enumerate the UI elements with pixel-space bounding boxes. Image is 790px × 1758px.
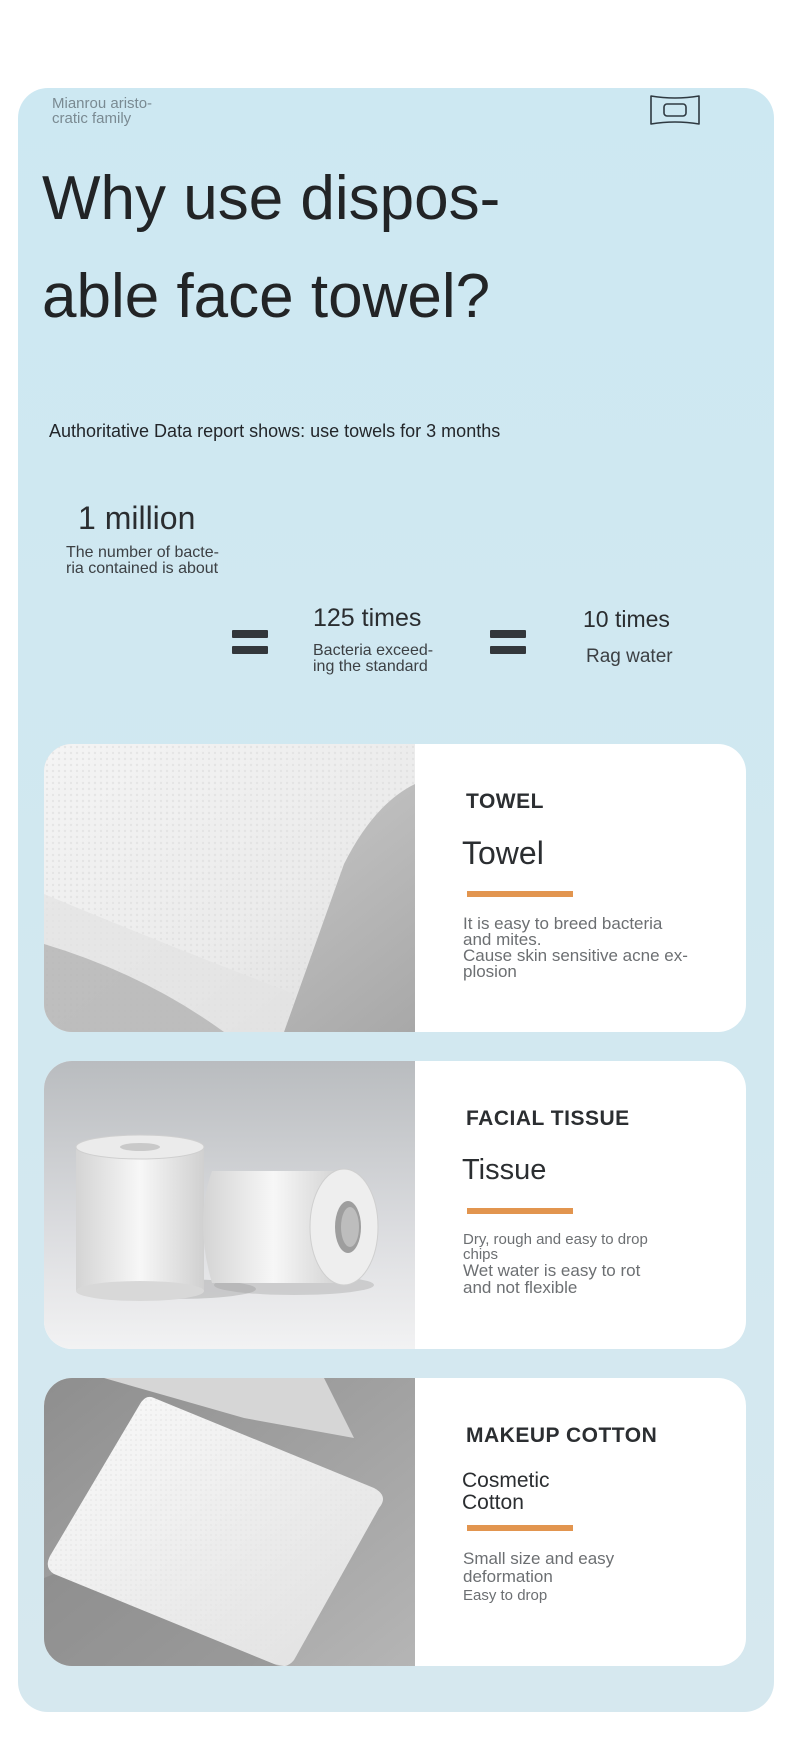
desc-line: Wet water is easy to rot — [463, 1261, 641, 1280]
stat-value: 125 times — [313, 604, 422, 632]
tissue-roll-photo — [44, 1061, 415, 1349]
towel-photo — [44, 744, 415, 1032]
headline-line-1: Why use dispos- — [42, 164, 501, 233]
stat-bacteria-count — [66, 500, 219, 577]
accent-bar — [467, 1208, 573, 1214]
brand-line-1: Mianrou aristo- — [52, 95, 153, 112]
comparison-card-tissue — [44, 1061, 746, 1349]
desc-line: deformation — [463, 1567, 553, 1586]
stat-caption-line-1: Rag water — [586, 646, 673, 667]
page-headline — [42, 150, 682, 346]
desc-line: chips — [463, 1246, 499, 1263]
desc-line: Easy to drop — [463, 1587, 548, 1604]
stat-caption-line-1: The number of bacte- — [66, 544, 219, 561]
desc-line: It is easy to breed bacteria — [463, 914, 663, 933]
comparison-card-makeup-cotton — [44, 1378, 746, 1666]
headline-line-2: able face towel? — [42, 262, 491, 331]
desc-line: Dry, rough and easy to drop — [463, 1231, 648, 1248]
stat-bacteria-exceeding — [313, 604, 433, 675]
card-category: FACIAL TISSUE — [466, 1107, 630, 1130]
card-category: MAKEUP COTTON — [466, 1424, 658, 1447]
accent-bar — [467, 1525, 573, 1531]
tissue-box-icon — [648, 92, 702, 128]
card-title-line-1: Cosmetic — [462, 1469, 550, 1492]
stat-caption-line-1: Bacteria exceed- — [313, 642, 434, 659]
desc-line: plosion — [463, 962, 517, 981]
brand-name — [52, 96, 192, 126]
stat-rag-water — [583, 606, 673, 665]
desc-line: Cause skin sensitive acne ex- — [463, 946, 688, 965]
equals-sign-2 — [490, 620, 526, 660]
desc-line: Small size and easy — [463, 1549, 615, 1568]
card-description — [463, 916, 703, 980]
cotton-pad-photo — [44, 1378, 415, 1666]
card-description — [463, 1550, 703, 1606]
equals-sign-1 — [232, 620, 268, 660]
card-description — [463, 1232, 703, 1296]
accent-bar — [467, 891, 573, 897]
card-title: Tissue — [462, 1154, 547, 1186]
report-text: Authoritative Data report shows: use towels for 3 months — [49, 421, 501, 441]
card-category: TOWEL — [466, 790, 544, 813]
card-title — [462, 1470, 582, 1514]
stat-caption-line-2: ria contained is about — [66, 560, 219, 577]
stat-value: 1 million — [78, 500, 196, 536]
desc-line: and not flexible — [463, 1278, 578, 1297]
card-title: Towel — [462, 835, 544, 871]
stat-value: 10 times — [583, 606, 670, 632]
stat-caption-line-2: ing the standard — [313, 658, 428, 675]
comparison-card-towel — [44, 744, 746, 1032]
card-title-line-2: Cotton — [462, 1491, 524, 1514]
desc-line: and mites. — [463, 930, 542, 949]
brand-line-2: cratic family — [52, 110, 132, 127]
